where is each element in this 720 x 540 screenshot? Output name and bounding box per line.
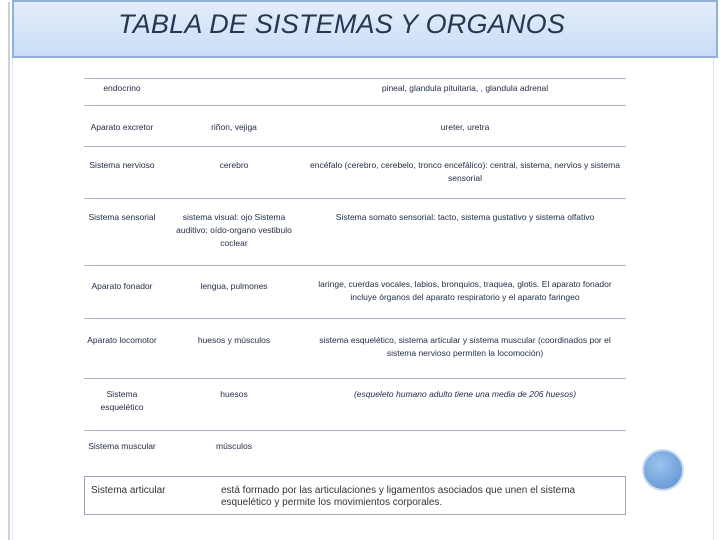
system-organs: cerebro [219,160,249,170]
title-banner [12,0,718,58]
system-name: Aparato fonador [91,281,153,291]
system-name: Sistema esquelético [100,389,144,412]
table-divider [84,318,626,319]
decorative-circle [642,449,684,491]
page-title: TABLA DE SISTEMAS Y ORGANOS [118,9,566,39]
system-organs: sistema visual: ojo Sistema auditivo: oído-organo vestibulo coclear [176,212,292,248]
system-detail: laringe, cuerdas vocales, labios, bronquios, traquea, glotis. El aparato fonador incluye órganos del aparato respiratorio y el aparato faringeo [318,279,612,302]
left-border-rule [8,2,10,540]
system-detail: sistema esquelético, sistema articular y sistema muscular (coordinados por el sistema nervioso permiten la locomoción) [319,335,611,358]
system-detail: pineal, glandula pituitaria, , glandula adrenal [381,83,549,93]
inner-border-rule [12,58,13,540]
system-name: Sistema articular [91,485,166,496]
system-detail: Sistema somato sensorial: tacto, sistema gustativo y sistema olfativo [335,212,595,222]
table-divider [84,146,626,147]
table-divider [84,198,626,199]
system-organs: músculos [216,441,252,451]
system-name: Sistema muscular [88,441,156,451]
system-detail: está formado por las articulaciones y ligamentos asociados que unen el sistema esquelético y permite los movimientos corporales. [221,485,576,508]
system-organs: riñon, vejiga [211,122,257,132]
system-name: endocrino [103,83,141,93]
table-last-row [84,476,626,515]
table-divider [84,378,626,379]
system-name: Sistema nervioso [89,160,155,170]
system-name: Sistema sensorial [88,212,156,222]
table-divider [84,78,626,79]
system-organs: huesos [220,389,248,399]
right-border-rule [713,58,714,540]
table-divider [84,105,626,106]
system-detail: (esqueleto humano adulto tiene una media de 206 huesos) [353,389,577,399]
system-detail: encéfalo (cerebro, cerebelo, tronco encefálico): central, sistema, nervios y sistema sensorial [310,160,620,183]
system-organs: lengua, pulmones [200,281,268,291]
table-divider [84,265,626,266]
system-name: Aparato locomotor [87,335,157,345]
table-divider [84,430,626,431]
system-organs: huesos y músculos [197,335,271,345]
system-detail: ureter, uretra [440,122,490,132]
system-name: Aparato excretor [90,122,154,132]
